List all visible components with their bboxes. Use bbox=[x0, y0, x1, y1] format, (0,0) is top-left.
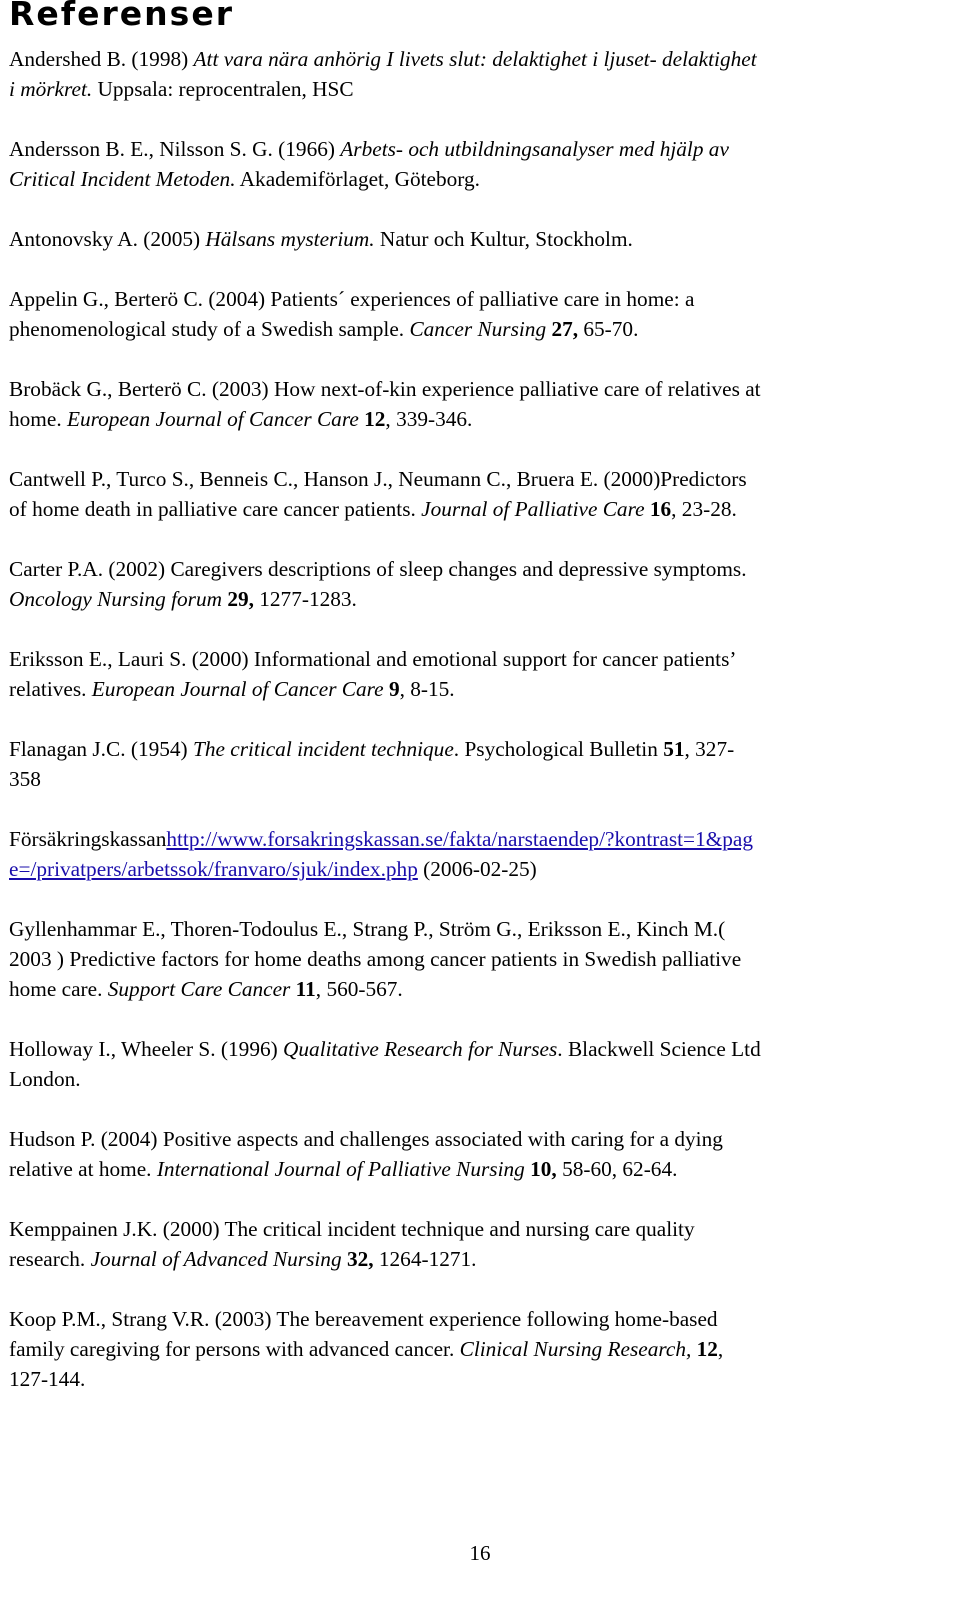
reference-text: Koop P.M., Strang V.R. (2003) The bereavement experience following home-based bbox=[9, 1307, 718, 1331]
reference-line bbox=[9, 464, 944, 494]
reference-line bbox=[9, 974, 944, 1004]
reference-entry bbox=[9, 644, 944, 704]
page-heading: Referenser bbox=[9, 0, 234, 33]
reference-line bbox=[9, 584, 944, 614]
reference-title-text: Hälsans mysterium. bbox=[205, 227, 375, 251]
reference-text: Eriksson E., Lauri S. (2000) Informational and emotional support for cancer patients’ bbox=[9, 647, 737, 671]
reference-title-text: The critical incident technique bbox=[192, 737, 454, 761]
reference-line bbox=[9, 284, 944, 314]
reference-line bbox=[9, 1244, 944, 1274]
reference-entry bbox=[9, 224, 944, 254]
reference-title-text: Journal of Palliative Care bbox=[421, 497, 645, 521]
reference-title-text: Att vara nära anhörig I livets slut: delaktighet i ljuset- delaktighet bbox=[193, 47, 757, 71]
reference-line bbox=[9, 494, 944, 524]
reference-volume-text: 10, bbox=[530, 1157, 557, 1181]
reference-text: Brobäck G., Berterö C. (2003) How next-of-kin experience palliative care of relatives at bbox=[9, 377, 761, 401]
reference-text: relative at home. bbox=[9, 1157, 157, 1181]
reference-title-text: Qualitative Research for Nurses bbox=[283, 1037, 558, 1061]
reference-entry bbox=[9, 134, 944, 194]
reference-entry bbox=[9, 914, 944, 1004]
reference-line bbox=[9, 824, 944, 854]
reference-text: . Blackwell Science Ltd bbox=[557, 1037, 761, 1061]
reference-line bbox=[9, 554, 944, 584]
reference-line bbox=[9, 674, 944, 704]
reference-volume-text: 9 bbox=[388, 677, 400, 701]
reference-volume-text: 32, bbox=[346, 1247, 374, 1271]
reference-line bbox=[9, 1334, 944, 1364]
reference-line bbox=[9, 164, 944, 194]
reference-line bbox=[9, 734, 944, 764]
reference-line bbox=[9, 1214, 944, 1244]
reference-line bbox=[9, 1034, 944, 1064]
reference-volume-text: 11 bbox=[295, 977, 316, 1001]
reference-text: Hudson P. (2004) Positive aspects and challenges associated with caring for a dying bbox=[9, 1127, 723, 1151]
reference-url-link[interactable]: http://www.forsakringskassan.se/fakta/narstaendep/?kontrast=1&pag bbox=[166, 827, 754, 851]
reference-entry bbox=[9, 734, 944, 794]
reference-line bbox=[9, 1154, 944, 1184]
reference-text: 58-60, 62-64. bbox=[556, 1157, 678, 1181]
reference-entry bbox=[9, 1124, 944, 1184]
reference-text: , 23-28. bbox=[671, 497, 737, 521]
reference-text: Cantwell P., Turco S., Benneis C., Hanson J., Neumann C., Bruera E. (2000)Predictors bbox=[9, 467, 747, 491]
reference-text: Natur och Kultur, Stockholm. bbox=[374, 227, 633, 251]
reference-text: 127-144. bbox=[9, 1367, 86, 1391]
reference-line bbox=[9, 1304, 944, 1334]
reference-text: London. bbox=[9, 1067, 81, 1091]
reference-text: , 560-567. bbox=[315, 977, 403, 1001]
reference-title-text: Clinical Nursing Research, bbox=[459, 1337, 692, 1361]
reference-title-text: International Journal of Palliative Nursing bbox=[156, 1157, 525, 1181]
reference-text: , bbox=[717, 1337, 724, 1361]
reference-title-text: Critical Incident Metoden. bbox=[9, 167, 236, 191]
reference-volume-text: 51 bbox=[663, 737, 685, 761]
reference-list bbox=[9, 44, 944, 1424]
reference-line bbox=[9, 314, 944, 344]
reference-text: 65-70. bbox=[578, 317, 639, 341]
reference-entry bbox=[9, 284, 944, 344]
reference-text: Andershed B. (1998) bbox=[9, 47, 194, 71]
reference-entry bbox=[9, 824, 944, 884]
reference-text: Holloway I., Wheeler S. (1996) bbox=[9, 1037, 284, 1061]
reference-text: 1277-1283. bbox=[253, 587, 357, 611]
reference-volume-text: 29, bbox=[227, 587, 254, 611]
reference-text: Försäkringskassan bbox=[9, 827, 167, 851]
reference-entry bbox=[9, 1214, 944, 1274]
reference-title-text: i mörkret. bbox=[9, 77, 93, 101]
reference-text: of home death in palliative care cancer patients. bbox=[9, 497, 422, 521]
reference-volume-text: 12 bbox=[364, 407, 386, 431]
reference-url-link[interactable]: e=/privatpers/arbetssok/franvaro/sjuk/index.php bbox=[9, 857, 418, 881]
reference-entry bbox=[9, 44, 944, 104]
reference-title-text: Journal of Advanced Nursing bbox=[90, 1247, 342, 1271]
reference-line bbox=[9, 854, 944, 884]
reference-title-text: Support Care Cancer bbox=[107, 977, 291, 1001]
reference-text: Andersson B. E., Nilsson S. G. (1966) bbox=[9, 137, 341, 161]
reference-line bbox=[9, 1364, 944, 1394]
reference-line bbox=[9, 1064, 944, 1094]
reference-text: Kemppainen J.K. (2000) The critical incident technique and nursing care quality bbox=[9, 1217, 695, 1241]
reference-text: home care. bbox=[9, 977, 108, 1001]
reference-entry bbox=[9, 464, 944, 524]
reference-line bbox=[9, 404, 944, 434]
reference-volume-text: 16 bbox=[649, 497, 672, 521]
reference-line bbox=[9, 374, 944, 404]
reference-text: Gyllenhammar E., Thoren-Todoulus E., Strang P., Ström G., Eriksson E., Kinch M.( bbox=[9, 917, 726, 941]
reference-line bbox=[9, 224, 944, 254]
reference-line bbox=[9, 74, 944, 104]
reference-volume-text: 27, bbox=[551, 317, 579, 341]
reference-entry bbox=[9, 554, 944, 614]
reference-text: Uppsala: reprocentralen, HSC bbox=[92, 77, 354, 101]
reference-line bbox=[9, 764, 944, 794]
reference-title-text: European Journal of Cancer Care bbox=[91, 677, 384, 701]
reference-line bbox=[9, 134, 944, 164]
reference-title-text: Oncology Nursing forum bbox=[9, 587, 222, 611]
reference-text: 358 bbox=[9, 767, 41, 791]
reference-line bbox=[9, 944, 944, 974]
reference-text: research. bbox=[9, 1247, 91, 1271]
reference-line bbox=[9, 1124, 944, 1154]
reference-text: (2006-02-25) bbox=[417, 857, 537, 881]
reference-text: Carter P.A. (2002) Caregivers descriptions of sleep changes and depressive symptoms. bbox=[9, 557, 747, 581]
reference-line bbox=[9, 644, 944, 674]
reference-text: , 339-346. bbox=[385, 407, 473, 431]
reference-title-text: Arbets- och utbildningsanalyser med hjälp av bbox=[340, 137, 729, 161]
reference-line bbox=[9, 914, 944, 944]
reference-text: home. bbox=[9, 407, 67, 431]
reference-volume-text: 12 bbox=[696, 1337, 718, 1361]
reference-text: . Psychological Bulletin bbox=[453, 737, 664, 761]
reference-text: 2003 ) Predictive factors for home deaths among cancer patients in Swedish palliative bbox=[9, 947, 742, 971]
reference-text: Antonovsky A. (2005) bbox=[9, 227, 206, 251]
reference-text: Akademiförlaget, Göteborg. bbox=[235, 167, 480, 191]
reference-line bbox=[9, 44, 944, 74]
reference-title-text: Cancer Nursing bbox=[409, 317, 547, 341]
reference-text: 1264-1271. bbox=[373, 1247, 477, 1271]
reference-text: relatives. bbox=[9, 677, 92, 701]
reference-entry bbox=[9, 1034, 944, 1094]
reference-entry bbox=[9, 374, 944, 434]
reference-text: Flanagan J.C. (1954) bbox=[9, 737, 193, 761]
reference-text: , 8-15. bbox=[399, 677, 455, 701]
reference-entry bbox=[9, 1304, 944, 1394]
reference-text: family caregiving for persons with advanced cancer. bbox=[9, 1337, 460, 1361]
reference-title-text: European Journal of Cancer Care bbox=[66, 407, 359, 431]
reference-text: , 327- bbox=[684, 737, 735, 761]
page-number: 16 bbox=[469, 1541, 491, 1565]
reference-text: phenomenological study of a Swedish sample. bbox=[9, 317, 410, 341]
reference-text: Appelin G., Berterö C. (2004) Patients´ experiences of palliative care in home: a bbox=[9, 287, 695, 311]
